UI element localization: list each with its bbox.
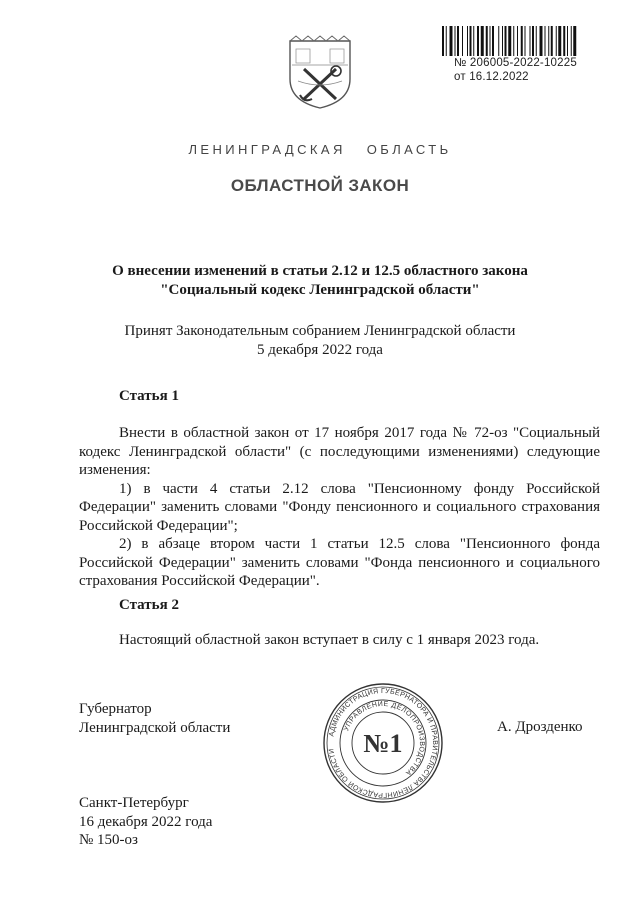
coat-of-arms-icon <box>286 35 354 110</box>
law-title-line1: О внесении изменений в статьи 2.12 и 12.5 областного закона <box>112 263 528 279</box>
law-number: № 150-оз <box>79 832 138 848</box>
law-type-heading: ОБЛАСТНОЙ ЗАКОН <box>230 176 410 195</box>
adoption-note <box>80 322 560 360</box>
signatory-position <box>79 700 230 737</box>
position-line1: Губернатор <box>79 701 152 717</box>
adoption-line1: Принят Законодательным собранием Ленинградской области <box>124 323 516 339</box>
law-title <box>80 262 560 300</box>
adoption-line2: 5 декабря 2022 года <box>257 342 383 358</box>
seal-inner-text: УПРАВЛЕНИЕ ДЕЛОПРОИЗВОДСТВА <box>343 700 426 777</box>
seal-outer-text: АДМИНИСТРАЦИЯ ГУБЕРНАТОРА И ПРАВИТЕЛЬСТВА ЛЕНИНГРАДСКОЙ ОБЛАСТИ <box>328 687 439 799</box>
region-heading: ЛЕНИНГРАДСКАЯ ОБЛАСТЬ <box>188 142 452 157</box>
article-1-heading: Статья 1 <box>119 388 179 404</box>
article-2-text: Настоящий областной закон вступает в силу с 1 января 2023 года. <box>119 632 540 648</box>
registration-number: № 206005-2022-10225 <box>454 57 577 69</box>
article-2-body <box>79 631 600 650</box>
registration-date: от 16.12.2022 <box>454 71 529 83</box>
article-1-item-1: 1) в части 4 статьи 2.12 слова "Пенсионному фонду Российской Федерации" заменить словами "Фонду пенсионного и социального страхования Российской Федерации"; <box>79 480 600 534</box>
law-title-line2: "Социальный кодекс Ленинградской области" <box>160 282 480 298</box>
document-footer <box>79 794 212 850</box>
article-1-item-2: 2) в абзаце втором части 1 статьи 12.5 слова "Пенсионного фонда Российской Федерации" заменить словами "Фонда пенсионного и социального страхования Российской Федерации". <box>79 536 600 589</box>
barcode-icon <box>442 26 614 56</box>
signatory-name: А. Дрозденко <box>497 719 583 735</box>
seal-number: №1 <box>363 729 403 758</box>
article-2-heading: Статья 2 <box>119 597 179 613</box>
position-line2: Ленинградской области <box>79 719 231 736</box>
official-seal <box>322 682 444 804</box>
article-1-intro: Внести в областной закон от 17 ноября 2017 года № 72-оз "Социальный кодекс Ленинградской области" (с последующими изменениями) следующие изменения: <box>79 425 600 478</box>
signing-city: Санкт-Петербург <box>79 795 189 811</box>
signing-date: 16 декабря 2022 года <box>79 813 213 830</box>
article-1-body <box>79 424 600 591</box>
